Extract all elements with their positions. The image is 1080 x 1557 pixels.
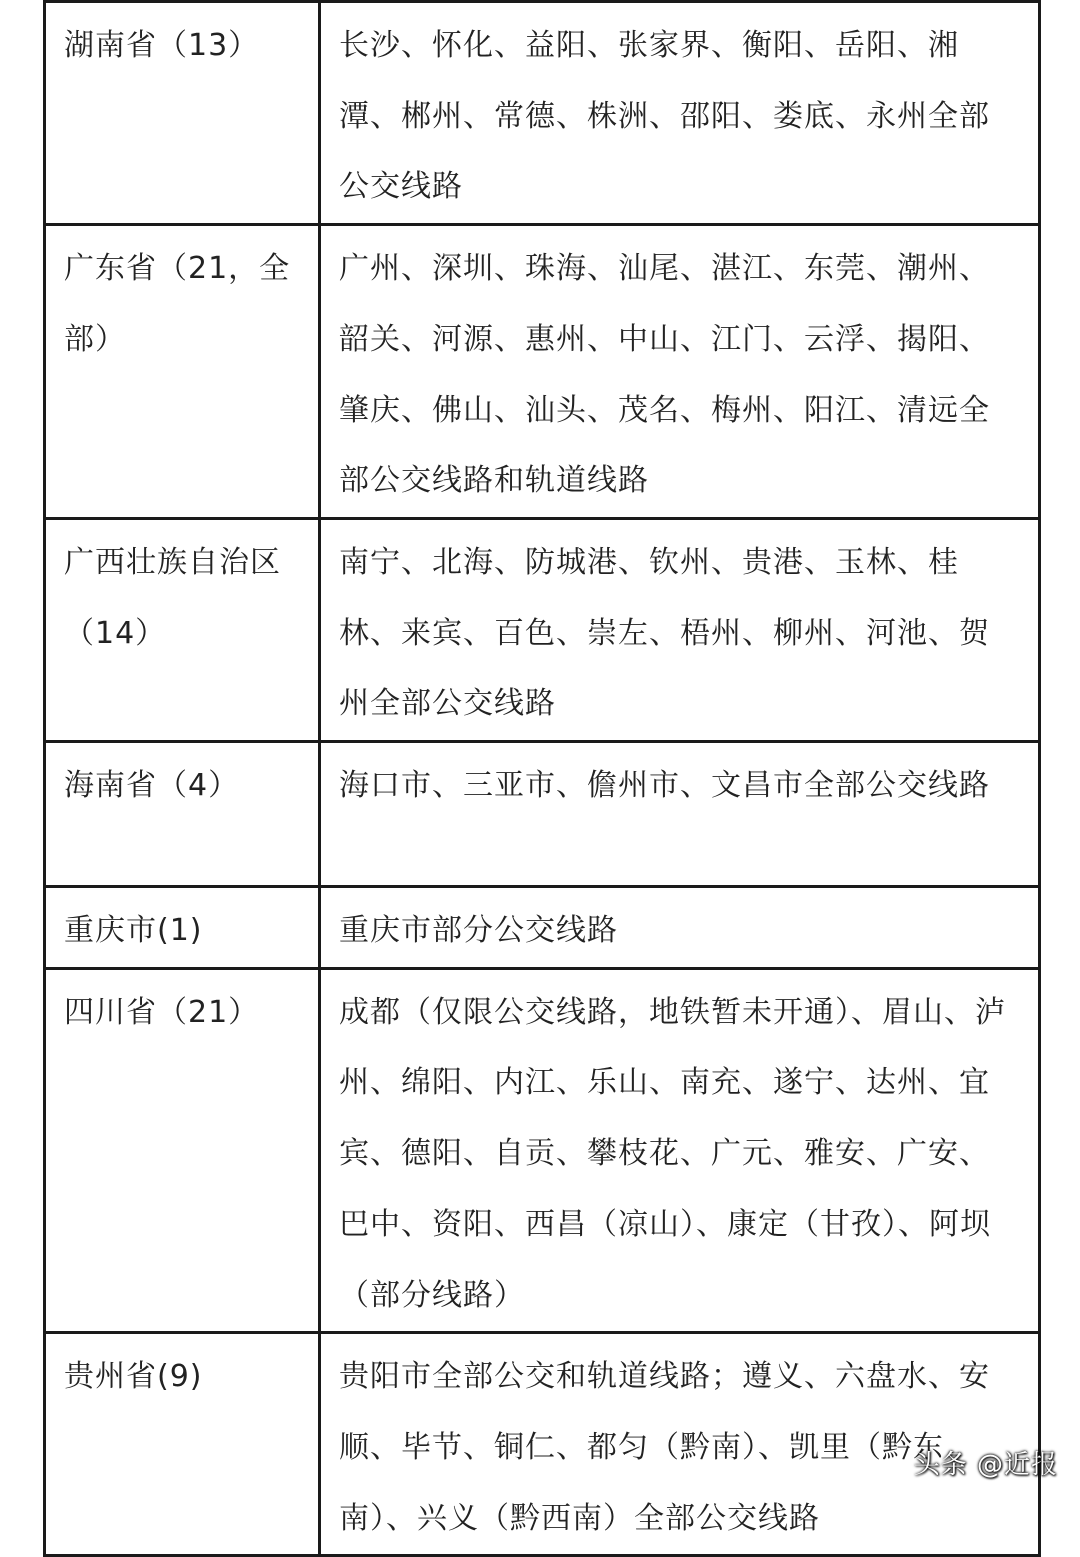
cities-cell: 重庆市部分公交线路 — [320, 887, 1040, 969]
cities-cell: 南宁、北海、防城港、钦州、贵港、玉林、桂林、来宾、百色、崇左、梧州、柳州、河池、贺州全部公交线路 — [320, 518, 1040, 741]
cities-cell: 贵阳市全部公交和轨道线路；遵义、六盘水、安顺、毕节、铜仁、都匀（黔南）、凯里（黔东南）、兴义（黔西南）全部公交线路 — [320, 1333, 1040, 1556]
transit-table — [43, 0, 1041, 1557]
table-row — [45, 2, 1040, 225]
table-row — [45, 518, 1040, 741]
province-cell: 四川省（21） — [45, 968, 320, 1333]
province-cell: 海南省（4） — [45, 742, 320, 887]
province-cell: 重庆市(1) — [45, 887, 320, 969]
cities-cell: 广州、深圳、珠海、汕尾、湛江、东莞、潮州、韶关、河源、惠州、中山、江门、云浮、揭阳、肇庆、佛山、汕头、茂名、梅州、阳江、清远全部公交线路和轨道线路 — [320, 225, 1040, 519]
cities-cell: 海口市、三亚市、儋州市、文昌市全部公交线路 — [320, 742, 1040, 887]
table-row — [45, 742, 1040, 887]
province-cell: 贵州省(9) — [45, 1333, 320, 1556]
watermark-text: 头条 @近报 — [913, 1450, 1058, 1480]
table-row — [45, 1333, 1040, 1556]
transit-table-container — [43, 0, 1041, 1557]
province-cell: 广西壮族自治区（14） — [45, 518, 320, 741]
cities-cell: 长沙、怀化、益阳、张家界、衡阳、岳阳、湘潭、郴州、常德、株洲、邵阳、娄底、永州全部公交线路 — [320, 2, 1040, 225]
table-row — [45, 225, 1040, 519]
province-cell: 广东省（21，全部） — [45, 225, 320, 519]
cities-cell: 成都（仅限公交线路，地铁暂未开通）、眉山、泸州、绵阳、内江、乐山、南充、遂宁、达州、宜宾、德阳、自贡、攀枝花、广元、雅安、广安、巴中、资阳、西昌（凉山）、康定（甘孜）、阿坝（部分线路） — [320, 968, 1040, 1333]
table-row — [45, 968, 1040, 1333]
table-row — [45, 887, 1040, 969]
province-cell: 湖南省（13） — [45, 2, 320, 225]
